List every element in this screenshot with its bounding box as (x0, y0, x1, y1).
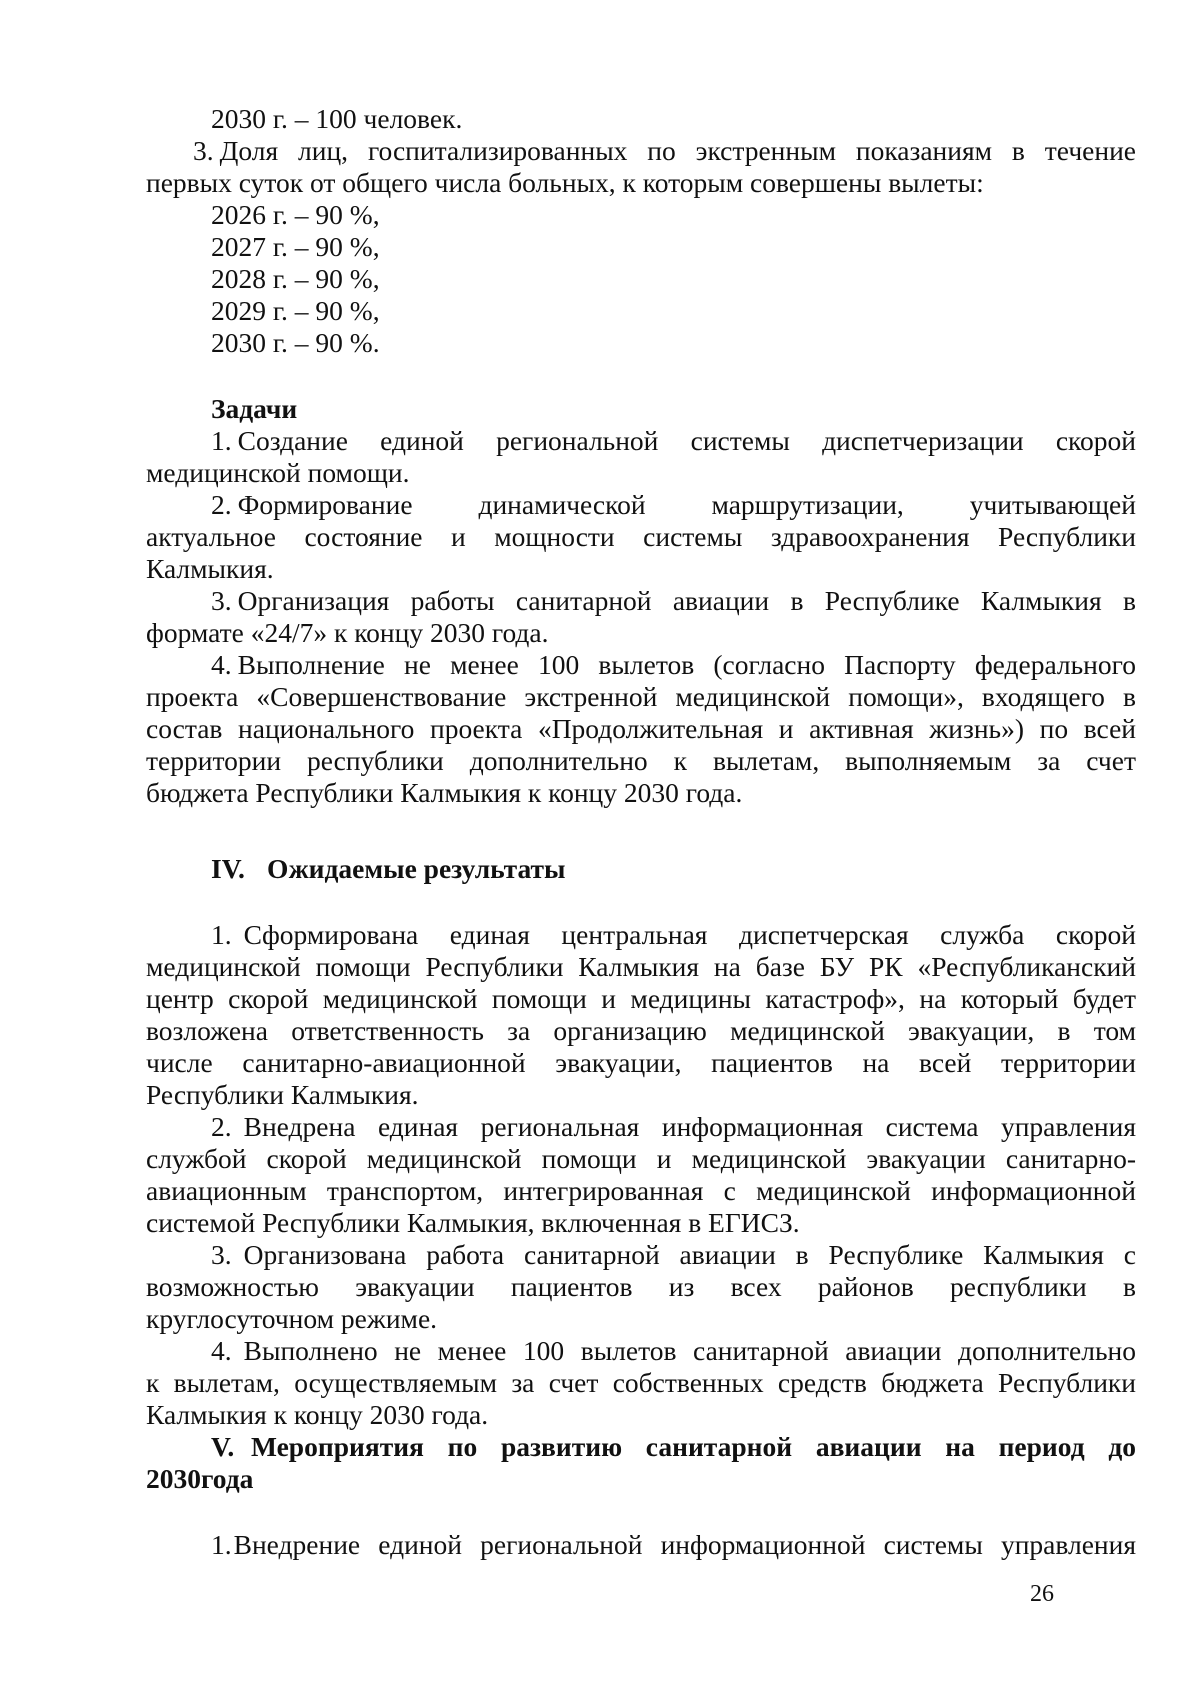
item-number: 1. (211, 1529, 232, 1560)
measure-line (211, 1529, 1136, 1561)
item-text: Доля лиц, госпитализированных по экстренным показаниям в течение (219, 135, 1136, 166)
task-line: территории республики дополнительно к вылетам, выполняемым за счет (146, 745, 1136, 776)
text-line: 2030 г. – 100 человек. (211, 103, 463, 134)
result-line: к вылетам, осуществляемым за счет собственных средств бюджета Республики (146, 1367, 1136, 1398)
section-title: Мероприятия по развитию санитарной авиации на период до (251, 1431, 1136, 1462)
tasks-heading: Задачи (211, 393, 298, 424)
result-line: возможностью эвакуации пациентов из всех районов республики в (146, 1271, 1136, 1302)
item-number: 2. (211, 489, 232, 520)
item-text: Формирование динамической маршрутизации, учитывающей (237, 489, 1136, 520)
result-line: Калмыкия к концу 2030 года. (146, 1399, 489, 1430)
value-line: 2028 г. – 90 %, (211, 263, 380, 294)
item-text: Создание единой региональной системы диспетчеризации скорой (237, 425, 1136, 456)
paragraph-line (193, 135, 1136, 167)
task-line: состав национального проекта «Продолжительная и активная жизнь») по всей (146, 713, 1136, 744)
result-line: центр скорой медицинской помощи и медицины катастроф», на который будет (146, 983, 1136, 1014)
task-line: медицинской помощи. (146, 457, 410, 488)
section-heading (211, 853, 1200, 885)
section-numeral: IV. (211, 853, 245, 884)
section-numeral: V. (211, 1431, 235, 1462)
result-line: числе санитарно-авиационной эвакуации, пациентов на всей территории (146, 1047, 1136, 1078)
result-line: системой Республики Калмыкия, включенная в ЕГИСЗ. (146, 1207, 800, 1238)
page-number: 26 (1030, 1581, 1054, 1607)
item-text: Выполнено не менее 100 вылетов санитарной авиации дополнительно (243, 1335, 1136, 1366)
item-text: Внедрение единой региональной информационной системы управления (233, 1529, 1136, 1560)
task-line (211, 489, 1136, 521)
item-text: Сформирована единая центральная диспетчерская служба скорой (243, 919, 1136, 950)
result-line (211, 919, 1136, 951)
task-line (211, 649, 1136, 681)
result-line: Республики Калмыкия. (146, 1079, 419, 1110)
task-line: формате «24/7» к концу 2030 года. (146, 617, 549, 648)
result-line (211, 1335, 1136, 1367)
task-line (211, 585, 1136, 617)
paragraph-line: первых суток от общего числа больных, к которым совершены вылеты: (146, 167, 984, 198)
result-line: авиационным транспортом, интегрированная с медицинской информационной (146, 1175, 1136, 1206)
task-line: проекта «Совершенствование экстренной медицинской помощи», входящего в (146, 681, 1136, 712)
item-number: 3. (211, 585, 232, 616)
task-line: Калмыкия. (146, 553, 274, 584)
value-line: 2029 г. – 90 %, (211, 295, 380, 326)
item-number: 1. (211, 919, 232, 950)
item-text: Организована работа санитарной авиации в Республике Калмыкия с (243, 1239, 1136, 1270)
value-line: 2027 г. – 90 %, (211, 231, 380, 262)
section-title-cont: 2030года (146, 1463, 254, 1494)
result-line: круглосуточном режиме. (146, 1303, 438, 1334)
item-number: 4. (211, 649, 232, 680)
item-number: 3. (193, 135, 214, 166)
task-line: актуальное состояние и мощности системы здравоохранения Республики (146, 521, 1136, 552)
value-line: 2030 г. – 90 %. (211, 327, 380, 358)
item-text: Внедрена единая региональная информационная система управления (243, 1111, 1136, 1142)
result-line (211, 1111, 1136, 1143)
item-number: 4. (211, 1335, 232, 1366)
item-number: 3. (211, 1239, 232, 1270)
task-line (211, 425, 1136, 457)
result-line (211, 1239, 1136, 1271)
item-number: 1. (211, 425, 232, 456)
result-line: возложена ответственность за организацию медицинской эвакуации, в том (146, 1015, 1136, 1046)
task-line: бюджета Республики Калмыкия к концу 2030 года. (146, 777, 743, 808)
section-title: Ожидаемые результаты (267, 853, 566, 884)
result-line: службой скорой медицинской помощи и медицинской эвакуации санитарно- (146, 1143, 1136, 1174)
section-heading (211, 1431, 1136, 1463)
item-text: Организация работы санитарной авиации в Республике Калмыкия в (237, 585, 1136, 616)
value-line: 2026 г. – 90 %, (211, 199, 380, 230)
item-text: Выполнение не менее 100 вылетов (согласно Паспорту федерального (237, 649, 1136, 680)
item-number: 2. (211, 1111, 232, 1142)
result-line: медицинской помощи Республики Калмыкия на базе БУ РК «Республиканский (146, 951, 1136, 982)
